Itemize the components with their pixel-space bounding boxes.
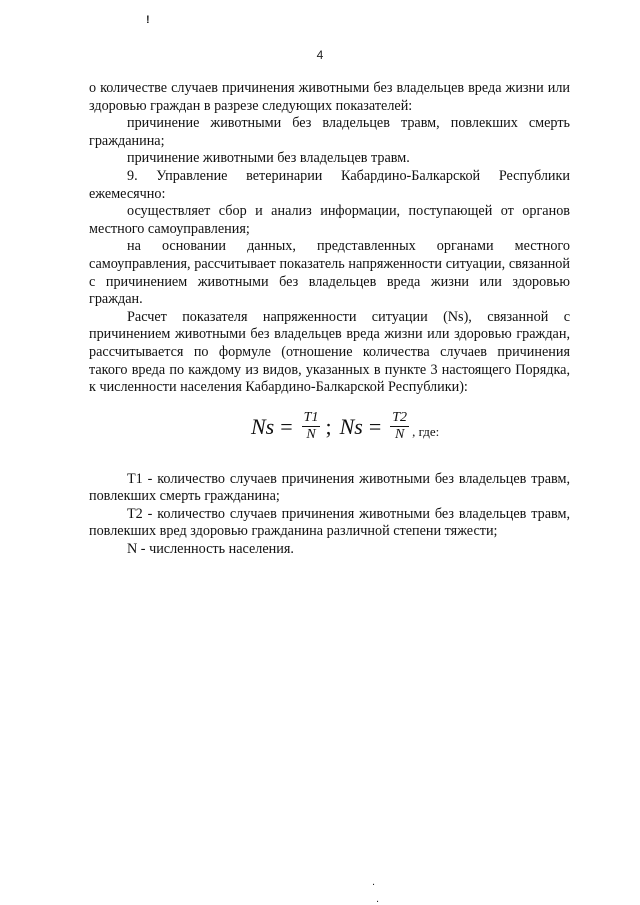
formula-lhs-1: Ns (251, 413, 275, 439)
formula-equals-2: = (368, 413, 382, 439)
fraction-1 (302, 410, 321, 443)
page-number: 4 (316, 48, 324, 62)
definition-t2: Т2 - количество случаев причинения животными без владельцев травм, повлекших вред здоровью гражданина различной степени тяжести; (89, 505, 570, 540)
scan-dot-1: . (372, 876, 376, 888)
fraction-2-numerator: T2 (392, 410, 408, 426)
paragraph-death-injuries: причинение животными без владельцев травм, повлекших смерть гражданина; (89, 115, 570, 149)
formula-lhs-2: Ns (339, 413, 363, 439)
paragraph-calculation-method: Расчет показателя напряженности ситуации (Ns), связанной с причинением животными без владельцев вреда жизни или здоровью граждан, рассчитывается по формуле (отношение количества случаев причинения такого вреда по каждому из видов, указанных в пункте 3 настоящего Порядка, к численности населения Кабардино-Балкарской Республики): (89, 308, 570, 396)
paragraph-injuries: причинение животными без владельцев травм. (127, 150, 410, 167)
formula-equals-1: = (280, 413, 293, 439)
formula-separator: ; (325, 413, 332, 439)
document-body (89, 80, 570, 559)
scan-dot-2: . (376, 893, 380, 905)
fraction-2-denominator: N (394, 427, 405, 443)
definition-n: N - численность населения. (127, 541, 294, 558)
fraction-2 (390, 410, 409, 443)
formula-block (89, 399, 570, 455)
definition-t1: Т1 - количество случаев причинения животными без владельцев травм, повлекших смерть гражданина; (89, 470, 570, 505)
formula (251, 399, 439, 455)
paragraph-collects-info: осуществляет сбор и анализ информации, поступающей от органов местного самоуправления; (89, 203, 570, 237)
formula-suffix: , где: (412, 424, 440, 440)
paragraph-section-9: 9. Управление ветеринарии Кабардино-Балкарской Республики ежемесячно: (89, 167, 570, 202)
scan-mark: ! (146, 14, 150, 26)
fraction-1-denominator: N (306, 427, 316, 443)
paragraph-info-scope: о количестве случаев причинения животными без владельцев вреда жизни или здоровью граждан в разрезе следующих показателей: (89, 80, 570, 114)
fraction-1-numerator: T1 (303, 410, 319, 426)
paragraph-calculates-indicator: на основании данных, представленных органами местного самоуправления, рассчитывает показатель напряженности ситуации, связанной с причинением животными без владельцев вреда жизни или здоровью граждан. (89, 238, 570, 308)
